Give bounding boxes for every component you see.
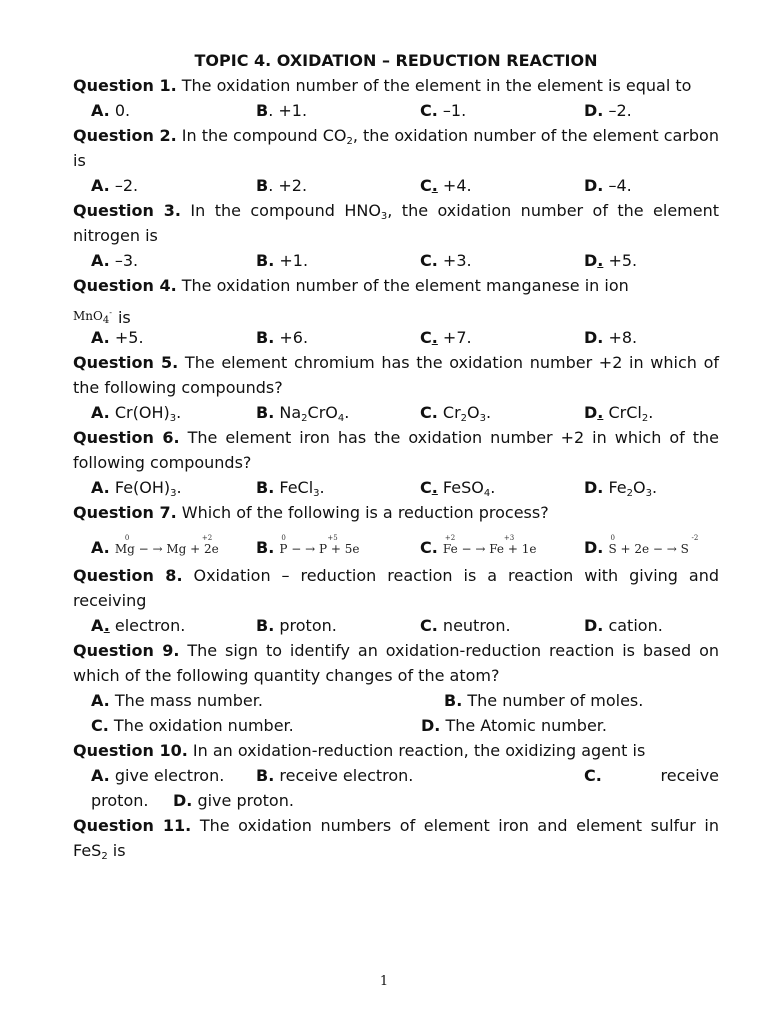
question-9: Question 9. The sign to identify an oxidation-reduction reaction is based on which of the following quantity changes of the atom? (73, 641, 719, 685)
question-3: Question 3. In the compound $HNO_3$, the oxidation number of the element nitrogen is (73, 201, 720, 245)
option-a: A. $Fe(OH)_3$. (91, 478, 182, 499)
page-title: TOPIC 4. OXIDATION – REDUCTION REACTION (194, 51, 598, 70)
option-d: D. CrCl$_2$. (584, 403, 654, 424)
worksheet-page (73, 48, 719, 863)
options-q7 (73, 525, 719, 563)
options-q2 (73, 173, 719, 198)
option-d: D. The Atomic number. (421, 716, 607, 735)
reaction-equation: +2 +3 Fe − → Fe + 1e (442, 534, 537, 556)
option-b: B. +1. (256, 251, 309, 270)
question-5: Question 5. The element chromium has the oxidation number +2 in which of the following compounds? (73, 353, 720, 397)
options-q6 (73, 475, 719, 500)
option-b: B. +2. (256, 176, 308, 195)
reaction-equation: 0 +2 Mg − → Mg + 2e (114, 534, 219, 556)
option-c: C. +7. (420, 328, 472, 347)
options-q8 (73, 613, 719, 638)
option-c: C. FeSO$_4$. (420, 478, 496, 499)
option-d: D. +8. (584, 328, 638, 347)
options-q1 (73, 98, 719, 123)
option-a: A. –3. (91, 251, 139, 270)
option-c: C. –1. (420, 101, 467, 120)
options-q10-row1 (73, 763, 719, 788)
option-a: A. +5. (91, 328, 144, 347)
question-6: Question 6. The element iron has the oxidation number +2 in which of the following compounds? (73, 428, 720, 472)
option-a: A. $Cr(OH)_3$. (91, 403, 182, 424)
option-c: C. +2 +3 Fe − → Fe + 1e (420, 525, 536, 572)
option-c: C. The oxidation number. (91, 716, 294, 735)
option-b: B. proton. (256, 616, 337, 635)
question-4-cont: MnO$_4$- is (73, 298, 719, 325)
options-q4 (73, 325, 719, 350)
option-c-text-cont: proton. (91, 791, 149, 810)
option-a: A. –2. (91, 176, 139, 195)
question-10: Question 10. In an oxidation-reduction reaction, the oxidizing agent is (73, 741, 646, 760)
option-d: D. cation. (584, 616, 663, 635)
option-a: A. The mass number. (91, 691, 263, 710)
option-a: A. 0 +2 Mg − → Mg + 2e (91, 525, 219, 572)
option-b: B. 0 +5 P − → P + 5e (256, 525, 360, 572)
option-d: D. –4. (584, 176, 632, 195)
question-label: Question 1. (73, 76, 177, 95)
page-number: 1 (379, 974, 389, 989)
question-text: The oxidation number of the element in the element is equal to (181, 76, 692, 95)
option-d: D. +5. (584, 251, 638, 270)
option-a: A. electron. (91, 616, 186, 635)
option-a: A. 0. (91, 101, 131, 120)
options-q3 (73, 248, 719, 273)
option-a: A. give electron. (91, 766, 225, 785)
question-1 (73, 73, 719, 98)
option-b: B. $Na_2CrO_4$. (256, 403, 350, 424)
option-b: B. The number of moles. (444, 691, 644, 710)
option-d: D. $Fe_2O_3$. (584, 478, 658, 499)
question-2: Question 2. In the compound $CO_2$, the oxidation number of the element carbon is (73, 126, 719, 170)
option-c-text: receive (660, 766, 719, 785)
option-d: D. 0 -2 S + 2e − → S (584, 525, 689, 572)
options-q10-row2 (73, 788, 719, 813)
option-c: C. neutron. (420, 616, 511, 635)
option-c: C. $Cr_2O_3$. (420, 403, 492, 424)
option-b: B. FeCl$_3$. (256, 478, 325, 499)
options-q9-row2 (73, 713, 719, 738)
permanganate-formula: MnO$_4$- (73, 308, 112, 326)
option-d: D. give proton. (173, 791, 294, 810)
option-c: C. +4. (420, 176, 472, 195)
question-4: Question 4. The oxidation number of the element manganese in ion (73, 276, 629, 295)
question-8: Question 8. Oxidation – reduction reaction is a reaction with giving and receiving (73, 566, 719, 610)
options-q9-row1 (73, 688, 719, 713)
reaction-equation: 0 +5 P − → P + 5e (279, 534, 360, 556)
reaction-equation: 0 -2 S + 2e − → S (608, 534, 699, 556)
option-b: B. +6. (256, 328, 309, 347)
option-d: D. –2. (584, 101, 632, 120)
option-c: C. +3. (420, 251, 472, 270)
question-11: Question 11. The oxidation numbers of element iron and element sulfur in FeS$_2$ is (73, 816, 719, 862)
option-c: C. (584, 766, 602, 785)
question-7: Question 7. Which of the following is a reduction process? (73, 503, 549, 522)
options-q5 (73, 400, 719, 425)
option-b: B. +1. (256, 101, 308, 120)
option-b: B. receive electron. (256, 766, 414, 785)
